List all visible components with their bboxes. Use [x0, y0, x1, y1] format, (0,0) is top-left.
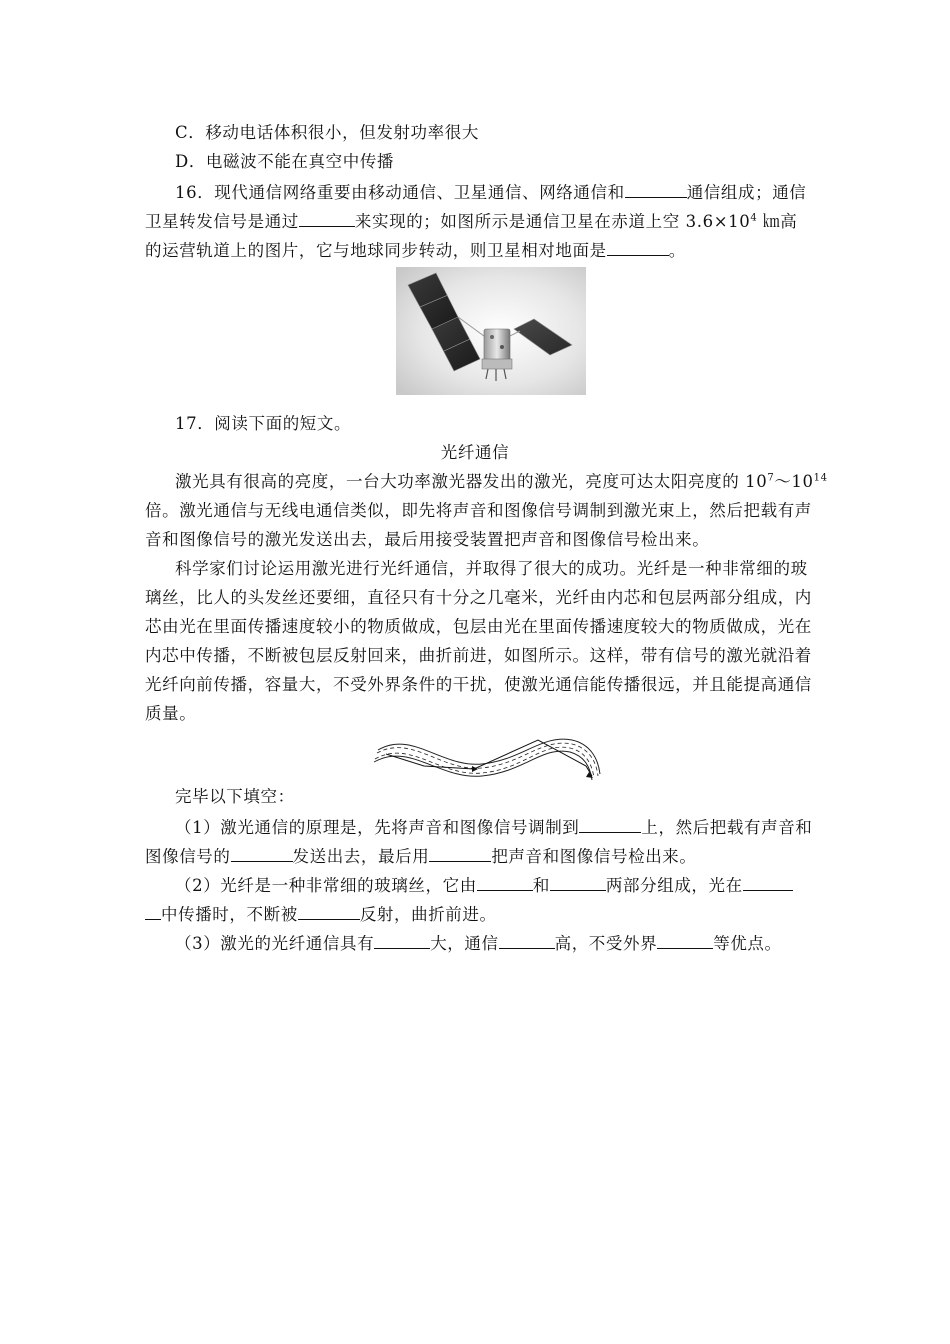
article-title: 光纤通信 — [440, 443, 510, 462]
sub-question-2-line-2: 中传播时，不断被 反射，曲折前进。 — [145, 903, 497, 925]
answer-blank[interactable] — [625, 181, 687, 198]
paragraph-1-line-3: 音和图像信号的激光发送出去，最后用接受装置把声音和图像信号检出来。 — [145, 530, 710, 549]
option-d: D．电磁波不能在真空中传播 — [175, 152, 395, 171]
answer-blank[interactable] — [607, 239, 669, 256]
paragraph-2-line-6: 质量。 — [145, 704, 197, 723]
option-c: C．移动电话体积很小，但发射功率很大 — [175, 123, 479, 142]
paragraph-2-line-4: 内芯中传播，不断被包层反射回来，曲折前进，如图所示。这样，带有信号的激光就沿着 — [145, 646, 812, 665]
q17-intro: 17．阅读下面的短文。 — [175, 414, 352, 433]
paragraph-2-line-5: 光纤向前传播，容量大，不受外界条件的干扰，使激光通信能传播很远，并且能提高通信 — [145, 675, 812, 694]
sub-question-1-line-1: （1）激光通信的原理是，先将声音和图像信号调制到 上，然后把载有声音和 — [175, 818, 813, 837]
q16-line-1: 16．现代通信网络重要由移动通信、卫星通信、网络通信和 通信组成；通信 — [175, 183, 807, 202]
paragraph-2-line-1: 科学家们讨论运用激光进行光纤通信，并取得了很大的成功。光纤是一种非常细的玻 — [175, 559, 808, 578]
answer-blank[interactable] — [299, 210, 355, 227]
answer-blank[interactable] — [298, 903, 360, 920]
sub-question-2-line-1: （2）光纤是一种非常细的玻璃丝，它由 和 两部分组成，光在 — [175, 874, 793, 896]
paragraph-2-line-2: 璃丝，比人的头发丝还要细，直径只有十分之几毫米，光纤由内芯和包层两部分组成，内 — [145, 588, 812, 607]
paragraph-2-line-3: 芯由光在里面传播速度较小的物质做成，包层由光在里面传播速度较大的物质做成，光在 — [145, 617, 812, 636]
optical-fiber-diagram — [372, 728, 607, 786]
answer-blank[interactable] — [550, 874, 606, 891]
sub-question-1-line-2: 图像信号的 发送出去，最后用 把声音和图像信号检出来。 — [145, 847, 697, 866]
q16-line-3: 的运营轨道上的图片，它与地球同步转动，则卫星相对地面是 。 — [145, 241, 686, 260]
answer-blank[interactable] — [499, 932, 555, 949]
answer-blank[interactable] — [145, 903, 161, 920]
sub-question-3: （3）激光的光纤通信具有 大，通信 高，不受外界 等优点。 — [175, 934, 782, 953]
answer-blank[interactable] — [374, 932, 430, 949]
satellite-image — [396, 267, 586, 395]
paragraph-1-line-2: 倍。激光通信与无线电通信类似，即先将声音和图像信号调制到激光束上，然后把载有声 — [145, 501, 812, 520]
q16-line-2: 卫星转发信号是通过 来实现的；如图所示是通信卫星在赤道上空 $3.6\times 10^4$ ㎞高 — [145, 212, 798, 231]
paragraph-1-line-1: 激光具有很高的亮度，一台大功率激光器发出的激光，亮度可达太阳亮度的 $10^7\sim 10^{14}$ — [175, 472, 828, 491]
answer-blank[interactable] — [743, 874, 793, 891]
answer-blank[interactable] — [657, 932, 713, 949]
answer-blank[interactable] — [429, 845, 491, 862]
answer-blank[interactable] — [477, 874, 533, 891]
answer-blank[interactable] — [231, 845, 293, 862]
answer-blank[interactable] — [579, 816, 641, 833]
fill-instruction: 完毕以下填空： — [175, 787, 295, 806]
